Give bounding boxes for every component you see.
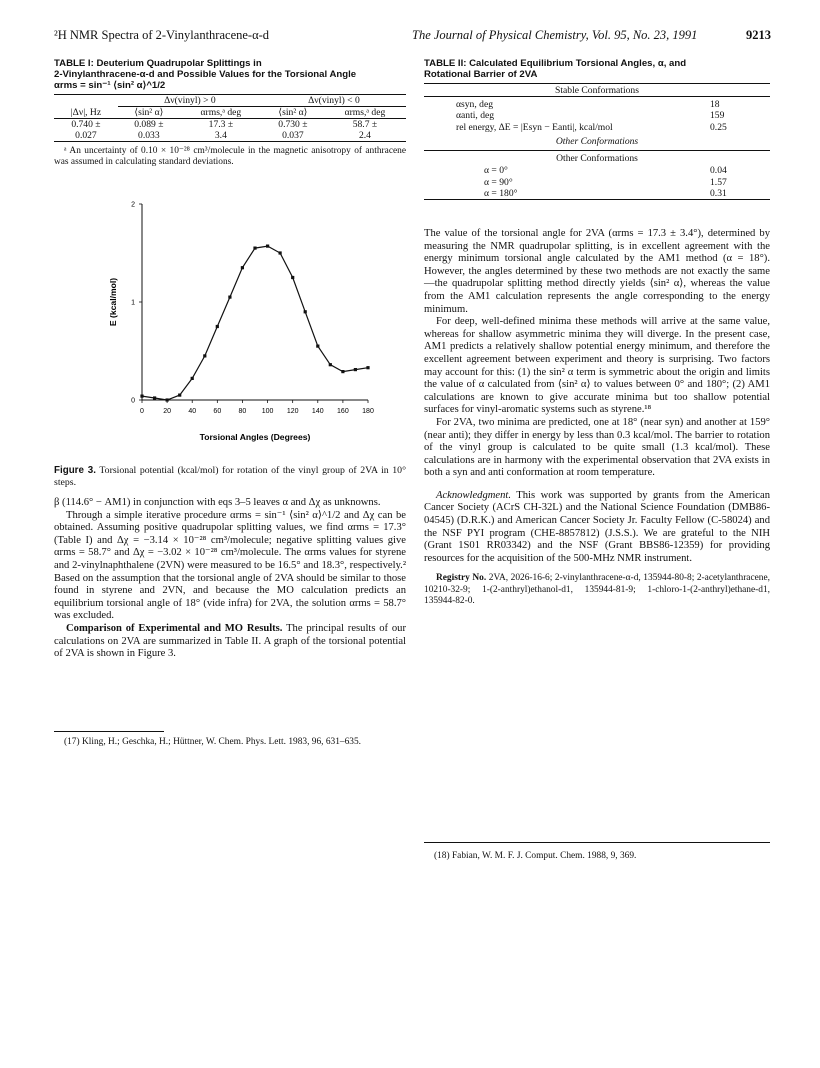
table-2-section-other: Other Conformations	[424, 150, 770, 164]
table-cell: α = 90°	[484, 176, 513, 188]
table-1-col-sin2-b: ⟨sin² α⟩	[278, 107, 308, 118]
reference-17: (17) Kling, H.; Geschka, H.; Hüttner, W. Chem. Phys. Lett. 1983, 96, 631–635.	[64, 737, 361, 747]
table-1-col-arms-a: αrms,ᵃ deg	[200, 107, 242, 118]
data-point	[329, 363, 332, 366]
table-2-other-rows	[424, 165, 770, 200]
data-point	[178, 394, 181, 397]
table-cell: rel energy, ΔE = |Esyn − Eanti|, kcal/mol	[456, 121, 613, 133]
table-1-caption-line3: αrms = sin⁻¹ ⟨sin² α⟩^1/2	[54, 80, 166, 91]
table-cell: 17.3 ±	[208, 119, 234, 130]
table-1-group-negative: Δν(vinyl) < 0	[262, 95, 406, 107]
table-cell: αanti, deg	[456, 110, 495, 122]
table-2-caption-line1: TABLE II: Calculated Equilibrium Torsional Angles, α, and	[424, 58, 687, 69]
table-cell: 0.037	[282, 130, 304, 141]
data-point	[241, 266, 244, 269]
data-point	[291, 276, 294, 279]
x-tick-label: 60	[213, 408, 222, 415]
x-tick-label: 0	[140, 408, 144, 415]
table-1-footnote: ᵃ An uncertainty of 0.10 × 10⁻²⁸ cm³/molecule in the magnetic anisotropy of anthracene was assumed in calculating standard deviations.	[54, 146, 406, 168]
table-cell: 159	[710, 110, 725, 122]
data-point	[140, 395, 143, 398]
table-1-grid	[54, 94, 406, 142]
footnote-rule-right	[424, 842, 770, 843]
table-1-col-arms-b: αrms,ᵃ deg	[344, 107, 386, 118]
running-header-left: ²H NMR Spectra of 2-Vinylanthracene-α-d	[54, 28, 270, 42]
table-1	[54, 58, 406, 168]
table-2	[424, 58, 770, 200]
page-number: 9213	[746, 28, 771, 42]
table-row	[54, 130, 406, 142]
data-point	[304, 310, 307, 313]
x-tick-label: 180	[362, 408, 374, 415]
table-cell: 2.4	[358, 130, 371, 141]
table-2-section-other-italic: Other Conformations	[555, 136, 639, 148]
x-tick-label: 140	[311, 408, 324, 415]
table-row	[424, 122, 770, 133]
section-heading: Comparison of Experimental and MO Results.	[66, 622, 283, 634]
running-header-journal: The Journal of Physical Chemistry, Vol. 95, No. 23, 1991	[412, 28, 698, 42]
data-point	[266, 245, 269, 248]
table-1-caption-line1: TABLE I: Deuterium Quadrupolar Splittings in	[54, 58, 262, 69]
figure-3-chart	[100, 196, 390, 446]
right-column-text	[424, 228, 770, 607]
y-tick-label: 2	[131, 201, 135, 209]
data-point	[153, 396, 156, 399]
table-cell: 0.730 ±	[278, 119, 308, 130]
data-point	[191, 377, 194, 380]
data-point	[253, 247, 256, 250]
data-point	[354, 368, 357, 371]
table-cell: 58.7 ±	[352, 119, 378, 130]
footnote-rule	[54, 731, 164, 732]
paragraph: For deep, well-defined minima these methods will arrive at the same value, whereas for shallow asymmetric minima they will diverge. In the present case, AM1 predicts a relatively shallow potential energy minimum, and therefore the excellent agreement between experiment and theory is surprising. Two factors may account for this: (1) the sin² α term is symmetric about the origin and limits the value of α calculated from ⟨sin² α⟩ to values between 0° and 180°; (2) AM1 calculations are known to give accurate minima but too shallow potential surfaces for vinyl-aromatic systems such as styrene.¹⁸	[424, 316, 770, 416]
table-row	[424, 188, 770, 200]
figure-3-caption	[54, 465, 406, 488]
table-cell: 1.57	[710, 176, 727, 188]
reference-18: (18) Fabian, W. M. F. J. Comput. Chem. 1988, 9, 369.	[434, 851, 637, 861]
registry-text: 2VA, 2026-16-6; 2-vinylanthracene-α-d, 135944-80-8; 2-acetylanthracene, 10210-32-9; 1-(2-anthryl)ethanol-d1, 135944-81-9; 1-chloro-1-(2-anthryl)ethane-d1, 135944-82-0.	[424, 573, 770, 606]
registry-heading: Registry No.	[436, 573, 487, 584]
x-tick-label: 100	[261, 408, 274, 415]
x-tick-label: 40	[188, 408, 197, 415]
data-point	[341, 370, 344, 373]
table-cell: αsyn, deg	[456, 99, 494, 110]
data-point	[279, 251, 282, 254]
data-point	[203, 354, 206, 357]
table-row	[424, 177, 770, 188]
table-row	[54, 119, 406, 131]
data-point	[316, 345, 319, 348]
data-point	[228, 296, 231, 299]
table-cell: 0.04	[710, 165, 727, 177]
table-row	[424, 110, 770, 121]
x-tick-label: 160	[337, 408, 349, 415]
table-2-caption-line2: Rotational Barrier of 2VA	[424, 69, 538, 80]
table-cell: 0.089 ±	[134, 119, 164, 130]
table-cell: 3.4	[214, 130, 227, 141]
table-cell: 0.033	[138, 130, 160, 141]
data-point	[216, 325, 219, 328]
figure-3-text: Torsional potential (kcal/mol) for rotation of the vinyl group of 2VA in 10° steps.	[54, 465, 406, 488]
paragraph: β (114.6° − AM1) in conjunction with eqs 3–5 leaves α and Δχ as unknowns.	[54, 497, 381, 508]
table-1-group-positive: Δν(vinyl) > 0	[118, 95, 262, 107]
table-cell: 0.25	[710, 121, 727, 133]
series-line	[142, 246, 368, 400]
paragraph-comparison	[54, 623, 406, 661]
table-cell: 0.740 ±	[71, 119, 101, 130]
y-axis-label: E (kcal/mol)	[108, 277, 118, 327]
figure-3-label: Figure 3.	[54, 465, 96, 476]
paragraph: Through a simple iterative procedure αrms = sin⁻¹ ⟨sin² α⟩^1/2 and Δχ can be obtained. Assuming positive quadrupolar splitting values, we find αrms = 17.3° (Table I) and Δχ = −3.14 × 10⁻²⁸ cm³/molecule; negative splitting values give αrms = 58.7° and Δχ = −3.02 × 10⁻²⁸ cm³/molecule. The αrms values for styrene and 2-vinylnaphthalene (2VN) were measured to be 16.5° and 18.3°, respectively.² Based on the assumption that the torsional angle of 2VA should be similar to those found in styrene and 2VN, and because the MO calculation predicts an equilibrium torsional angle of 18° (vide infra) for 2VA, the solution αrms = 58.7° was excluded.	[54, 509, 406, 622]
y-tick-label: 1	[131, 299, 135, 307]
table-cell: 0.31	[710, 188, 727, 200]
table-1-caption-line2: 2-Vinylanthracene-α-d and Possible Values for the Torsional Angle	[54, 69, 357, 80]
registry-numbers	[424, 573, 770, 607]
table-row	[424, 99, 770, 110]
acknowledgment	[424, 490, 770, 566]
acknowledgment-text: This work was supported by grants from the American Cancer Society (ACrS CH-32L) and the National Science Foundation (DMB86-04545) (D.R.K.) and American Cancer Society Jr. Faculty Fellow (C-58024) and the NSF PYI program (CHE-8857812) (J.S.S.). We are grateful to the NIH (Grant 1S01 RR03342) and the NSF (Grant BBS86-12359) for providing resources for the acquisition of the 500-MHz NMR instrument.	[424, 489, 770, 564]
table-2-stable-rows	[424, 99, 770, 133]
table-cell: α = 0°	[484, 165, 508, 177]
data-point	[166, 398, 169, 401]
x-axis-label: Torsional Angles (Degrees)	[199, 432, 311, 442]
paragraph: For 2VA, two minima are predicted, one at 18° (near syn) and another at 159° (near anti); they differ in energy by less than 0.3 kcal/mol. The barrier to rotation of the vinyl group is calculated to be quite small (1.3 kcal/mol). These calculations are in harmony with the experimental observation that 2VA exists in both a syn and anti conformation at room temperature.	[424, 416, 770, 479]
data-point	[366, 366, 369, 369]
x-tick-label: 80	[238, 408, 247, 415]
table-cell: α = 180°	[484, 188, 518, 200]
table-row	[424, 165, 770, 176]
table-1-col-sin2-a: ⟨sin² α⟩	[134, 107, 164, 118]
left-column-text	[54, 497, 406, 661]
table-cell: 0.027	[75, 130, 97, 141]
paragraph: The value of the torsional angle for 2VA (αrms = 17.3 ± 3.4°), determined by measuring the NMR quadrupolar splitting, is in excellent agreement with the energy minimum torsional angle calculated by the AM1 method (α = 18°). However, the angles determined by these two methods are not exactly the same—the quadrupolar splitting method directly yields ⟨sin² α⟩, whereas the value from the AM1 calculation represents the angle corresponding to the energy minimum.	[424, 228, 770, 315]
table-1-col-splitting: |Δν|, Hz	[70, 106, 102, 118]
y-tick-label: 0	[131, 397, 135, 405]
acknowledgment-heading: Acknowledgment.	[436, 489, 512, 501]
table-cell: 18	[710, 99, 720, 110]
x-tick-label: 120	[286, 408, 299, 415]
paragraph-text: The principal results of our calculations on 2VA are summarized in Table II. A graph of the torsional potential of 2VA is shown in Figure 3.	[54, 622, 407, 660]
table-2-section-stable: Stable Conformations	[424, 83, 770, 97]
x-tick-label: 20	[163, 408, 172, 415]
